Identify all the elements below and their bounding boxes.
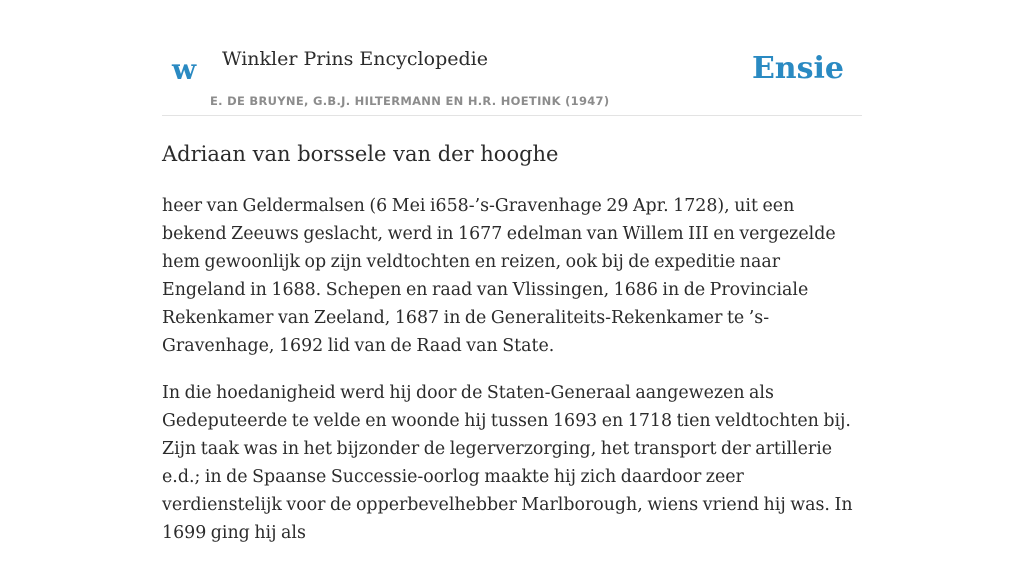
article-paragraph: heer van Geldermalsen (6 Mei i658-’s-Gravenhage 29 Apr. 1728), uit een bekend Zeeuws geslacht, werd in 1677 edelman van Willem III en vergezelde hem gewoonlijk op zijn veldtochten en reizen, ook bij de expeditie naar Engeland in 1688. Schepen en raad van Vlissingen, 1686 in de Provinciale Rekenkamer van Zeeland, 1687 in de Generaliteits-Rekenkamer te ’s-Gravenhage, 1692 lid van de Raad van State.: [162, 196, 836, 356]
source-header: [162, 0, 862, 116]
article-title: Adriaan van borssele van der hooghe: [162, 142, 559, 166]
source-title[interactable]: Winkler Prins Encyclopedie: [222, 48, 488, 70]
source-authors: E. DE BRUYNE, G.B.J. HILTERMANN EN H.R. HOETINK (1947): [210, 94, 610, 108]
article-body: [162, 192, 862, 566]
ensie-brand-link[interactable]: Ensie: [751, 51, 844, 86]
winkler-prins-logo[interactable]: w: [172, 53, 197, 86]
article-paragraph: In die hoedanigheid werd hij door de Staten-Generaal aangewezen als Gedeputeerde te velde en woonde hij tussen 1693 en 1718 tien veldtochten bij. Zijn taak was in het bijzonder de legerverzorging, het transport der artillerie e.d.; in de Spaanse Successie-oorlog maakte hij zich daardoor zeer verdienstelijk voor de opperbevelhebber Marlborough, wiens vriend hij was. In 1699 ging hij als: [162, 383, 853, 543]
page-container: [162, 0, 862, 543]
